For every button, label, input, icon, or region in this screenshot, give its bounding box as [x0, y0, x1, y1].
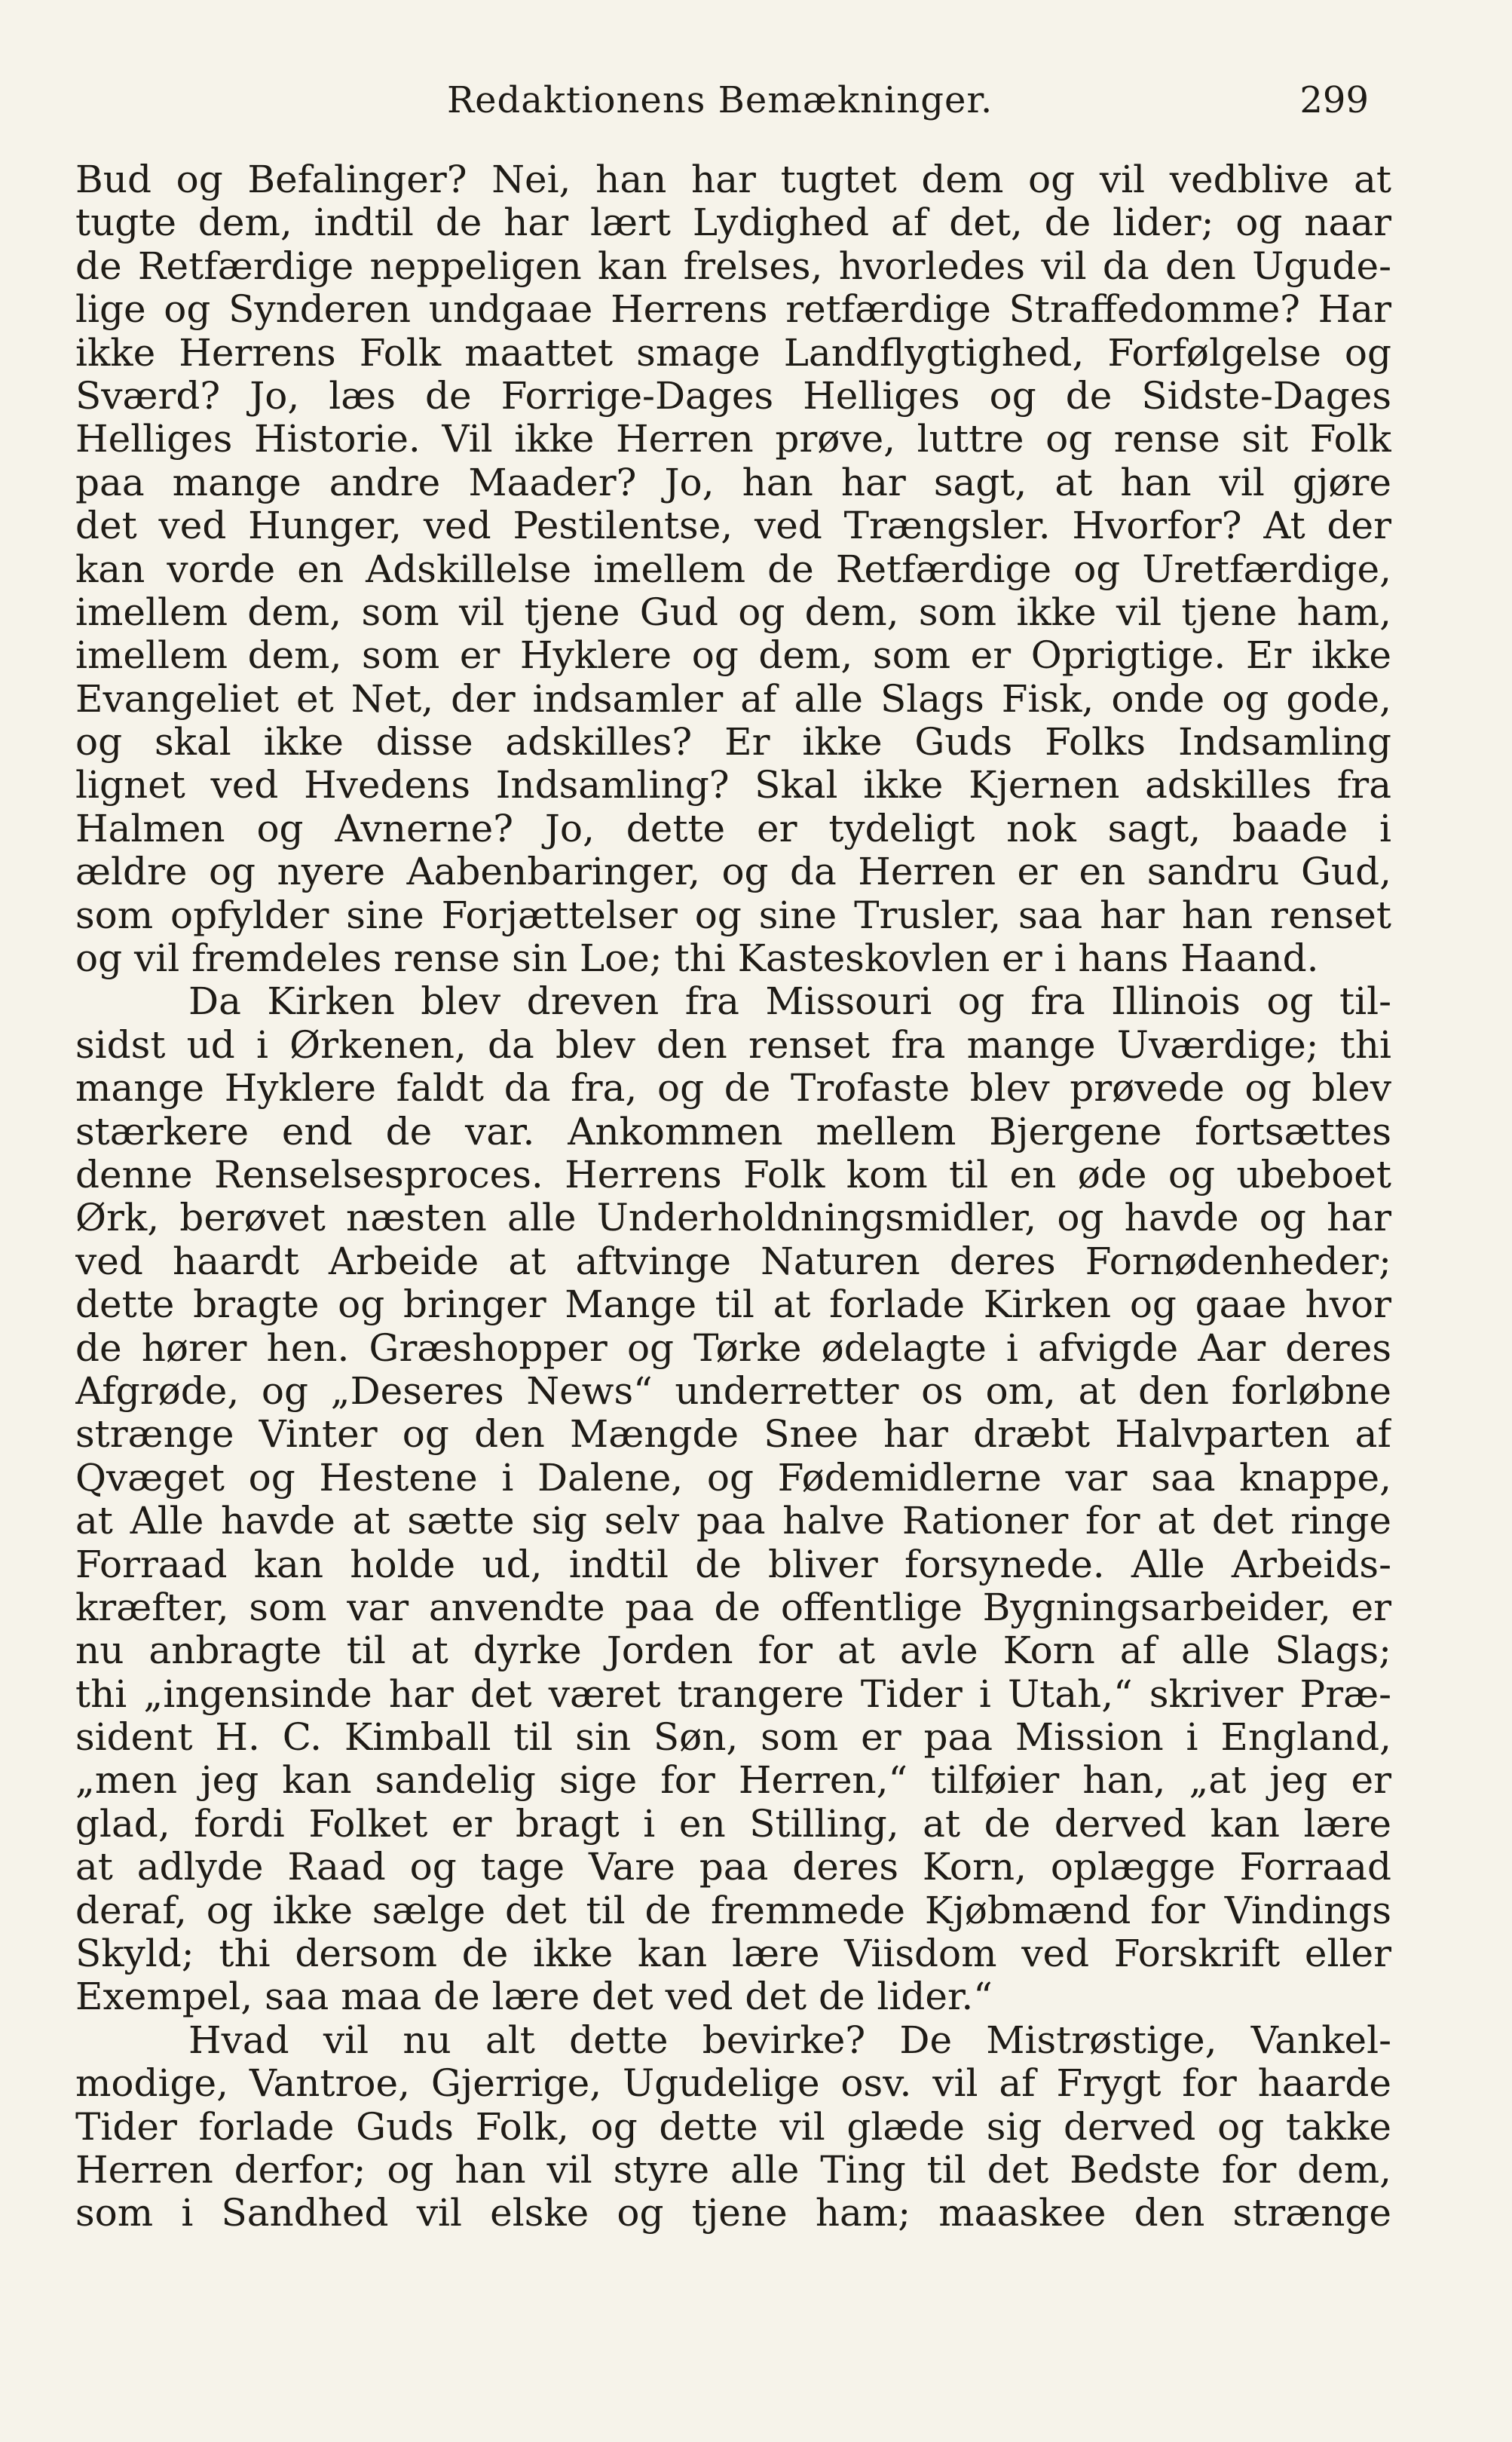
text-line: strænge Vinter og den Mængde Snee har dræbt Halvparten af — [75, 1413, 1391, 1457]
text-line: Evangeliet et Net, der indsamler af alle Slags Fisk, onde og gode, — [75, 677, 1391, 721]
text-line: deraf, og ikke sælge det til de fremmede Kjøbmænd for Vindings — [75, 1889, 1391, 1932]
text-line: Qvæget og Hestene i Dalene, og Fødemidlerne var saa knappe, — [75, 1456, 1391, 1500]
text-line: Ørk, berøvet næsten alle Underholdningsmidler, og havde og har — [75, 1196, 1391, 1240]
text-line: Forraad kan holde ud, indtil de bliver forsynede. Alle Arbeids- — [75, 1543, 1391, 1586]
text-line: ved haardt Arbeide at aftvinge Naturen deres Fornødenheder; — [75, 1239, 1391, 1283]
text-line: modige, Vantroe, Gjerrige, Ugudelige osv. vil af Frygt for haarde — [75, 2062, 1391, 2106]
text-line: „men jeg kan sandelig sige for Herren,“ tilføier han, „at jeg er — [75, 1759, 1391, 1803]
text-line: thi „ingensinde har det været trangere Tider i Utah,“ skriver Præ- — [75, 1672, 1391, 1716]
text-line: Tider forlade Guds Folk, og dette vil glæde sig derved og takke — [75, 2105, 1391, 2149]
text-line: de Retfærdige neppeligen kan frelses, hvorledes vil da den Ugude- — [75, 244, 1391, 288]
text-line: kræfter, som var anvendte paa de offentlige Bygningsarbeider, er — [75, 1586, 1391, 1629]
text-line: Helliges Historie. Vil ikke Herren prøve, luttre og rense sit Folk — [75, 418, 1391, 461]
text-line: ældre og nyere Aabenbaringer, og da Herren er en sandru Gud, — [75, 850, 1391, 894]
text-line: det ved Hunger, ved Pestilentse, ved Trængsler. Hvorfor? At der — [75, 504, 1391, 548]
text-line: som opfylder sine Forjættelser og sine Trusler, saa har han renset — [75, 893, 1391, 937]
text-line: Da Kirken blev dreven fra Missouri og fra Illinois og til- — [188, 980, 1391, 1024]
text-line: Exempel, saa maa de lære det ved det de lider.“ — [75, 1975, 993, 2019]
text-line: ikke Herrens Folk maattet smage Landflygtighed, Forfølgelse og — [75, 331, 1391, 375]
text-line: glad, fordi Folket er bragt i en Stilling, at de derved kan lære — [75, 1802, 1391, 1846]
running-title: Redaktionens Bemækninger. — [447, 79, 993, 121]
text-line: Halmen og Avnerne? Jo, dette er tydeligt nok sagt, baade i — [75, 807, 1391, 850]
text-line: Afgrøde, og „Deseres News“ underretter os om, at den forløbne — [75, 1369, 1391, 1413]
text-line: Skyld; thi dersom de ikke kan lære Viisdom ved Forskrift eller — [75, 1932, 1391, 1976]
text-line: imellem dem, som vil tjene Gud og dem, som ikke vil tjene ham, — [75, 590, 1391, 634]
text-line: dette bragte og bringer Mange til at forlade Kirken og gaae hvor — [75, 1283, 1391, 1327]
text-line: stærkere end de var. Ankommen mellem Bjergene fortsættes — [75, 1110, 1391, 1154]
text-line: imellem dem, som er Hyklere og dem, som er Oprigtige. Er ikke — [75, 634, 1391, 678]
text-line: sident H. C. Kimball til sin Søn, som er paa Mission i England, — [75, 1716, 1391, 1760]
book-page — [75, 0, 1391, 2442]
text-line: de hører hen. Græshopper og Tørke ødelagte i afvigde Aar deres — [75, 1326, 1391, 1370]
text-line: lige og Synderen undgaae Herrens retfærdige Straffedomme? Har — [75, 288, 1391, 332]
text-line: Bud og Befalinger? Nei, han har tugtet dem og vil vedblive at — [75, 158, 1391, 201]
text-line: og vil fremdeles rense sin Loe; thi Kasteskovlen er i hans Haand. — [75, 937, 1319, 981]
text-line: denne Renselsesproces. Herrens Folk kom til en øde og ubeboet — [75, 1153, 1391, 1196]
text-line: sidst ud i Ørkenen, da blev den renset fra mange Uværdige; thi — [75, 1023, 1391, 1067]
body-text — [75, 158, 1391, 2235]
page-header — [75, 66, 1391, 134]
text-line: tugte dem, indtil de har lært Lydighed af det, de lider; og naar — [75, 201, 1391, 245]
text-line: at Alle havde at sætte sig selv paa halve Rationer for at det ringe — [75, 1500, 1391, 1543]
text-line: Hvad vil nu alt dette bevirke? De Mistrøstige, Vankel- — [188, 2018, 1391, 2062]
text-line: paa mange andre Maader? Jo, han har sagt, at han vil gjøre — [75, 461, 1391, 504]
text-line: lignet ved Hvedens Indsamling? Skal ikke Kjernen adskilles fra — [75, 764, 1391, 807]
text-line: mange Hyklere faldt da fra, og de Trofaste blev prøvede og blev — [75, 1067, 1391, 1111]
text-line: og skal ikke disse adskilles? Er ikke Guds Folks Indsamling — [75, 721, 1391, 764]
text-line: kan vorde en Adskillelse imellem de Retfærdige og Uretfærdige, — [75, 547, 1391, 591]
text-line: at adlyde Raad og tage Vare paa deres Korn, oplægge Forraad — [75, 1846, 1391, 1889]
page-number: 299 — [1299, 79, 1369, 121]
text-line: Sværd? Jo, læs de Forrige-Dages Helliges og de Sidste-Dages — [75, 374, 1391, 418]
text-line: Herren derfor; og han vil styre alle Ting til det Bedste for dem, — [75, 2148, 1391, 2192]
text-line: som i Sandhed vil elske og tjene ham; maaskee den strænge — [75, 2192, 1391, 2235]
text-line: nu anbragte til at dyrke Jorden for at avle Korn af alle Slags; — [75, 1629, 1391, 1673]
